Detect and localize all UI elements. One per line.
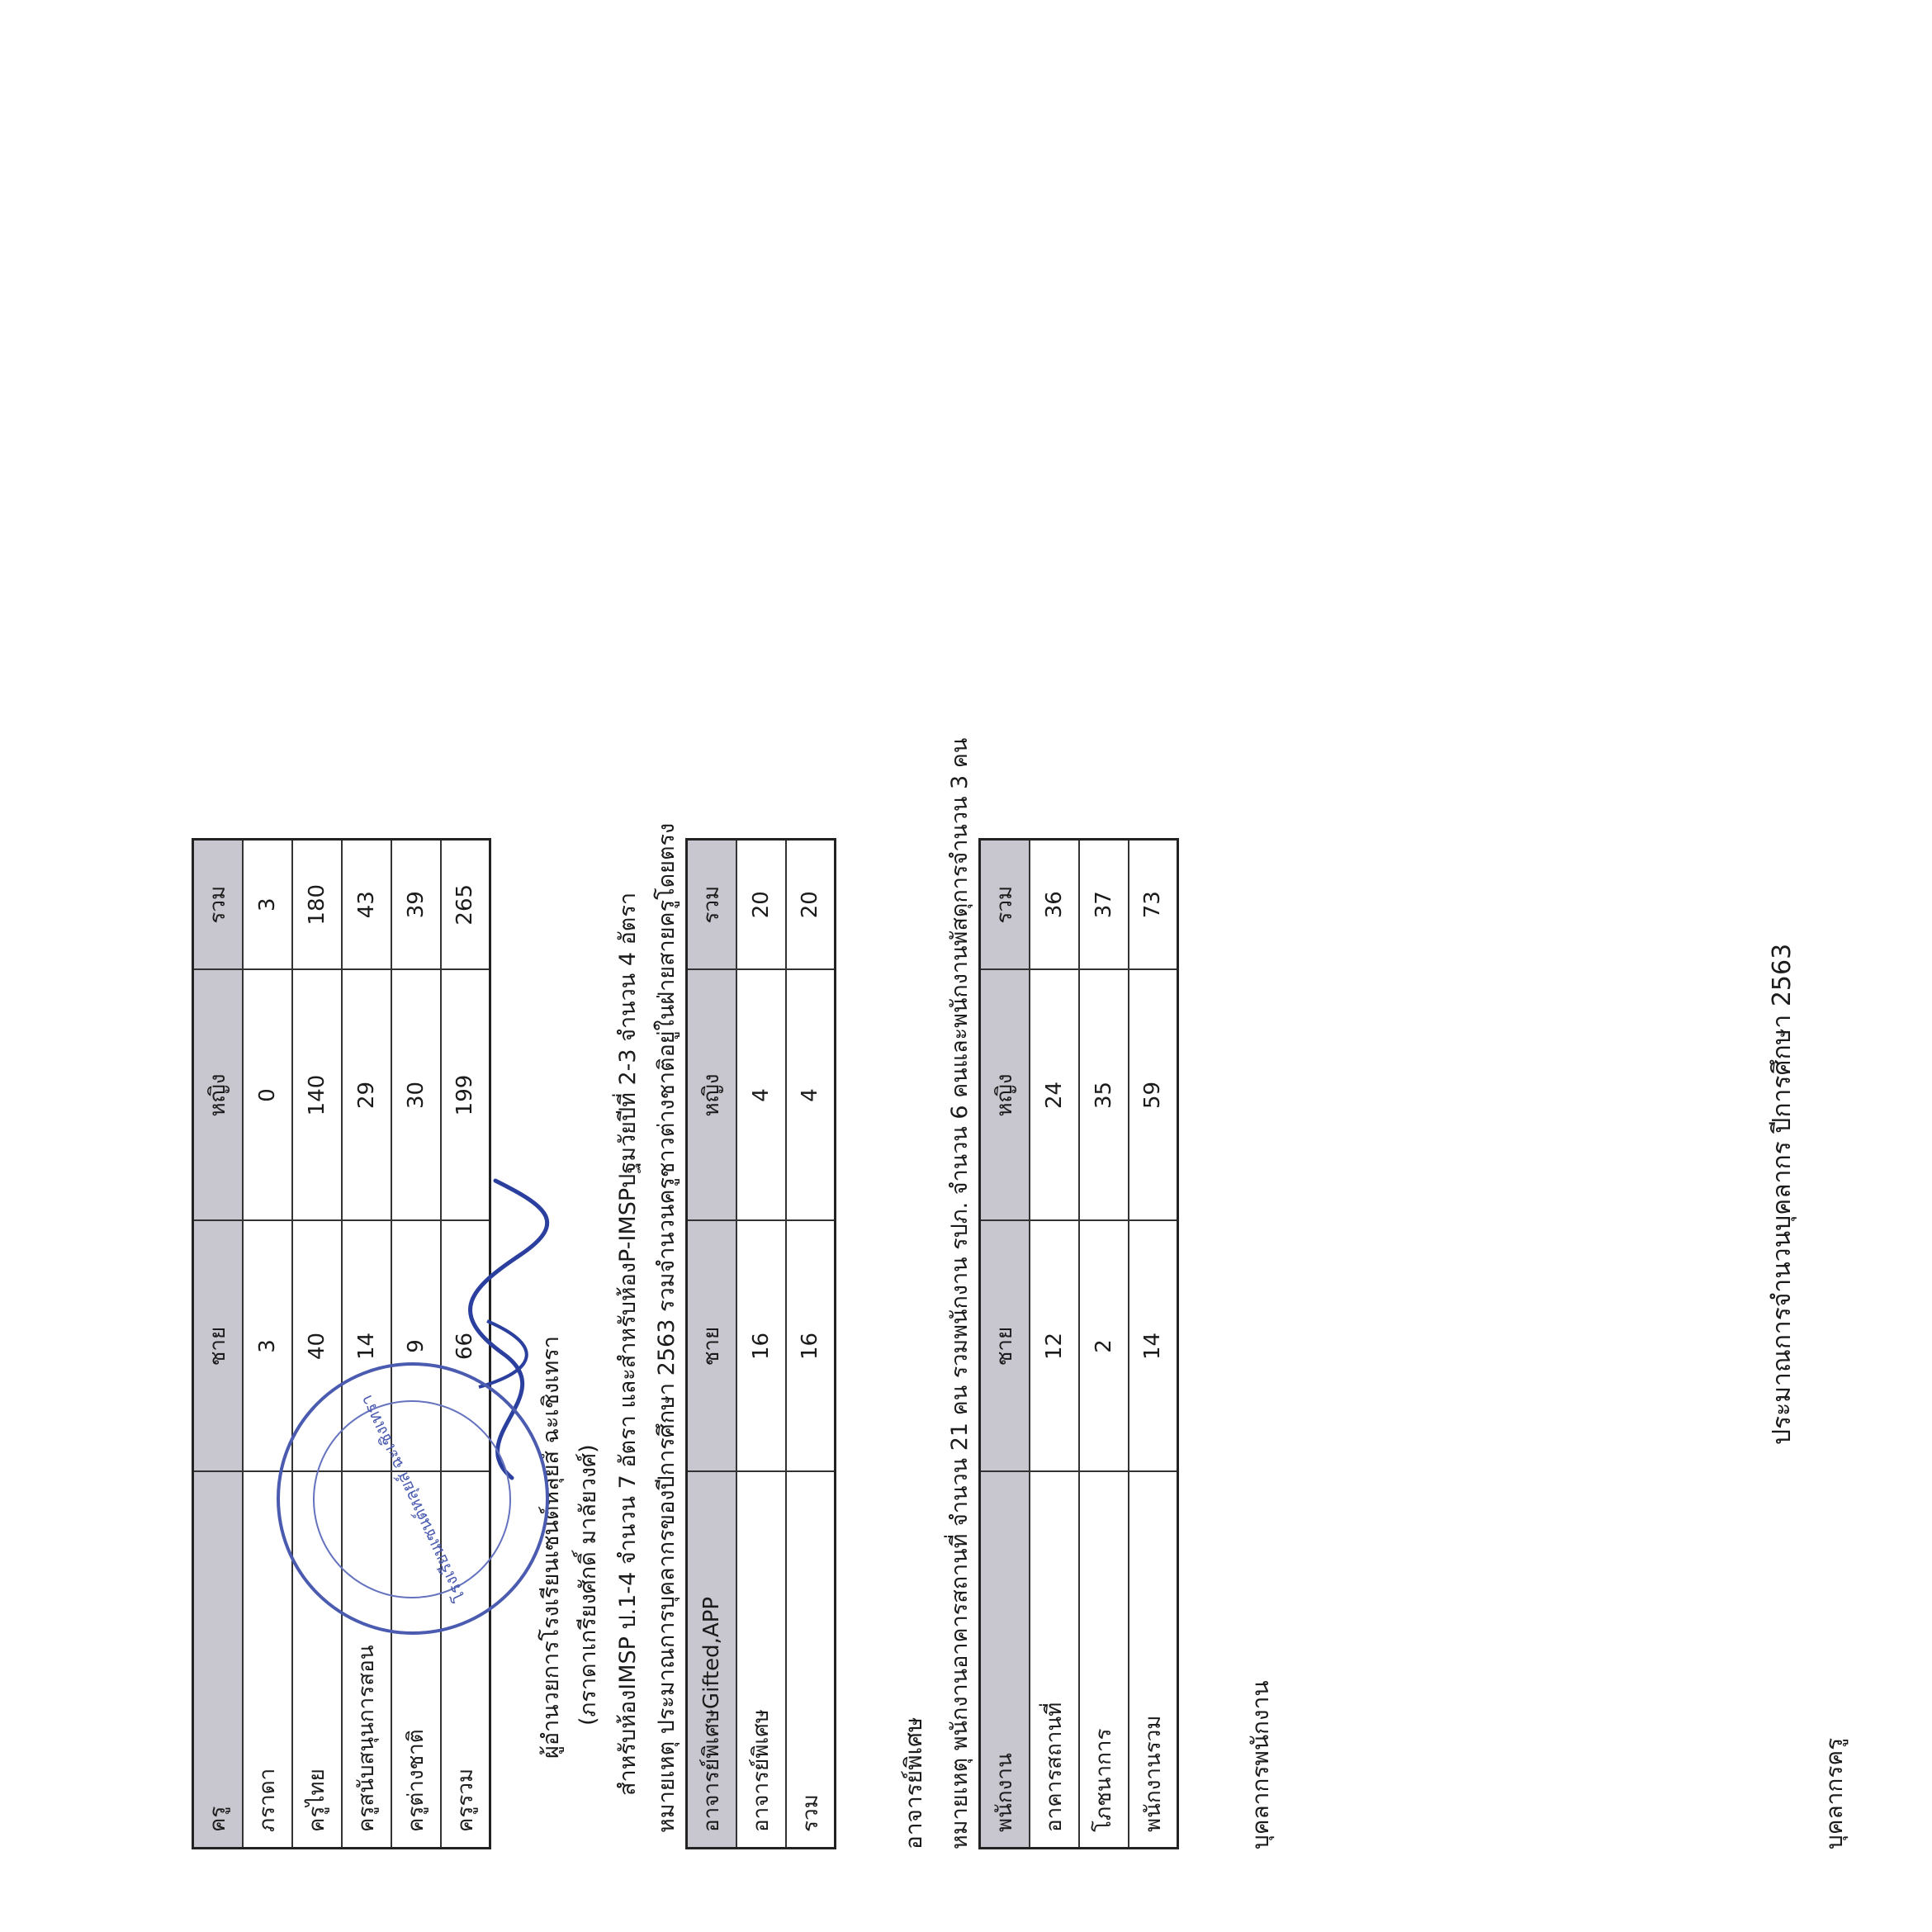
row-label: ครูต่างชาติ: [391, 1472, 441, 1849]
table-cell: 40: [292, 1221, 342, 1472]
table-cell: 43: [342, 840, 391, 970]
table-row: [391, 840, 441, 1849]
staff-header-cell: รวม: [980, 840, 1030, 970]
table-cell: 36: [1030, 840, 1079, 970]
row-label: อาจารย์พิเศษ: [736, 1472, 786, 1849]
table-cell: 30: [391, 970, 441, 1221]
teachers-section-label: บุคลากรครู: [1821, 1737, 1848, 1849]
table-cell: 29: [342, 970, 391, 1221]
row-label: ครูรวม: [441, 1472, 490, 1849]
teachers-header-cell: หญิง: [193, 970, 243, 1221]
table-row: [736, 840, 786, 1849]
table-cell: 73: [1129, 840, 1178, 970]
row-label: พนักงานรวม: [1129, 1472, 1178, 1849]
table-cell: 9: [391, 1221, 441, 1472]
table-cell: 265: [441, 840, 490, 970]
table-cell: 16: [736, 1221, 786, 1472]
table-row: [292, 840, 342, 1849]
row-label: ภราดา: [243, 1472, 292, 1849]
document-page: [0, 566, 1932, 1932]
table-cell: 59: [1129, 970, 1178, 1221]
table-cell: 2: [1079, 1221, 1129, 1472]
table-cell: 0: [243, 970, 292, 1221]
seal-text: โรงเรียนเซนต์หลุยส์ ฉะเชิงเทรา: [356, 1391, 470, 1606]
staff-section-label: บุคลากรพนักงาน: [1247, 1680, 1274, 1849]
teachers-header-row: [193, 840, 243, 1849]
row-label: รวม: [786, 1472, 836, 1849]
table-cell: 24: [1030, 970, 1079, 1221]
table-cell: 3: [243, 1221, 292, 1472]
row-label: โภชนาการ: [1079, 1472, 1129, 1849]
table-row: [1129, 840, 1178, 1849]
special-header-row: [687, 840, 736, 1849]
special-table: [685, 838, 836, 1849]
signer-name: (ภราดาเกรียงศักดิ์ มาลัยวงศ์): [575, 1444, 601, 1726]
table-cell: 35: [1079, 970, 1129, 1221]
table-cell: 4: [786, 970, 836, 1221]
footnote-line-1: หมายเหตุ ประมาณการบุคลากรของปีการศึกษา 2563 รวมจำนวนครูชาวต่างชาติอยู่ในฝ่ายสายครูโดยตรง: [654, 822, 680, 1833]
special-header-cell: อาจารย์พิเศษGifted,APP: [687, 1472, 736, 1849]
table-cell: 37: [1079, 840, 1129, 970]
table-row: [342, 840, 391, 1849]
staff-header-cell: ชาย: [980, 1221, 1030, 1472]
table-row: [1079, 840, 1129, 1849]
table-cell: 12: [1030, 1221, 1079, 1472]
special-header-cell: หญิง: [687, 970, 736, 1221]
table-cell: 180: [292, 840, 342, 970]
table-cell: 199: [441, 970, 490, 1221]
teachers-header-cell: ครู: [193, 1472, 243, 1849]
table-cell: 20: [786, 840, 836, 970]
row-label: อาคารสถานที่: [1030, 1472, 1079, 1849]
table-row: [243, 840, 292, 1849]
table-cell: 20: [736, 840, 786, 970]
special-section-label: อาจารย์พิเศษ: [900, 1717, 927, 1849]
table-cell: 140: [292, 970, 342, 1221]
staff-note: หมายเหตุ พนักงานอาคารสถานที่ จำนวน 21 คน รวมพนักงาน รปภ. จำนวน 6 คนและพนักงานพัสดุการจำนวน 3 คน: [947, 737, 973, 1849]
row-label: ครูไทย: [292, 1472, 342, 1849]
special-header-cell: รวม: [687, 840, 736, 970]
table-cell: 14: [1129, 1221, 1178, 1472]
row-label: ครูสนับสนุนการสอน: [342, 1472, 391, 1849]
staff-table: [978, 838, 1179, 1849]
table-cell: 14: [342, 1221, 391, 1472]
document-title: ประมาณการจำนวนบุคลากร ปีการศึกษา 2563: [1768, 943, 1797, 1445]
table-cell: 16: [786, 1221, 836, 1472]
staff-header-row: [980, 840, 1030, 1849]
table-cell: 66: [441, 1221, 490, 1472]
school-seal: [277, 1362, 549, 1635]
table-row: [1030, 840, 1079, 1849]
table-cell: 39: [391, 840, 441, 970]
signer-position: ผู้อำนวยการโรงเรียนเซนต์หลุยส์ ฉะเชิงเทรา: [538, 1336, 564, 1759]
teachers-header-cell: รวม: [193, 840, 243, 970]
teachers-header-cell: ชาย: [193, 1221, 243, 1472]
table-cell: 4: [736, 970, 786, 1221]
staff-header-cell: พนักงาน: [980, 1472, 1030, 1849]
staff-header-cell: หญิง: [980, 970, 1030, 1221]
footnote-line-2: สำหรับห้องIMSP ป.1-4 จำนวน 7 อัตรา และสำหรับห้องP-IMSPปฐมวัยปีที่ 2-3 จำนวน 4 อัตรา: [615, 892, 641, 1796]
special-header-cell: ชาย: [687, 1221, 736, 1472]
table-row: [786, 840, 836, 1849]
table-cell: 3: [243, 840, 292, 970]
